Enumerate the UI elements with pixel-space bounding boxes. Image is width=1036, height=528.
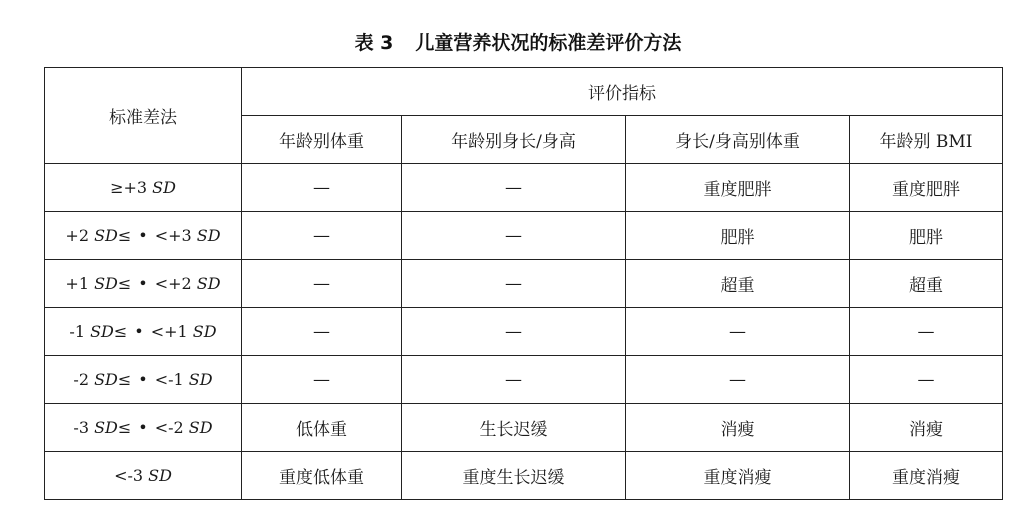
sd-symbol: SD [94, 370, 118, 389]
method-header: 标准差法 [45, 68, 242, 164]
table-cell: 重度消瘦 [626, 452, 850, 500]
table-cell: — [402, 260, 626, 308]
criterion-range: ≤ • <+3 [117, 226, 197, 245]
sd-symbol: SD [192, 322, 217, 341]
column-header: 身长/身高别体重 [626, 116, 850, 164]
table-title [0, 30, 1036, 56]
table-cell: 重度肥胖 [850, 164, 1003, 212]
header-row-1 [45, 68, 1003, 116]
table-cell: — [626, 356, 850, 404]
criterion-prefix: -2 [73, 370, 95, 389]
row-criterion [45, 452, 242, 500]
sd-evaluation-table [44, 67, 1003, 500]
table-cell: — [242, 260, 402, 308]
table-cell: — [242, 212, 402, 260]
criterion-prefix: -3 [73, 418, 95, 437]
sd-symbol: SD [152, 178, 176, 197]
criterion-prefix: <-3 [114, 466, 149, 485]
table-cell: 消瘦 [626, 404, 850, 452]
table-cell: — [242, 164, 402, 212]
table-row [45, 260, 1003, 308]
criterion-prefix: +2 [65, 226, 95, 245]
column-header: 年龄别体重 [242, 116, 402, 164]
row-criterion [45, 404, 242, 452]
sd-symbol: SD [94, 274, 118, 293]
table-cell: 超重 [850, 260, 1003, 308]
table-cell: — [402, 212, 626, 260]
sd-symbol: SD [188, 418, 213, 437]
table-cell: — [402, 308, 626, 356]
sd-symbol: SD [196, 226, 221, 245]
sd-symbol: SD [94, 226, 118, 245]
row-criterion [45, 356, 242, 404]
row-criterion [45, 212, 242, 260]
table-row [45, 164, 1003, 212]
table-cell: — [626, 308, 850, 356]
column-header: 年龄别 BMI [850, 116, 1003, 164]
criterion-range: ≤ • <-2 [117, 418, 189, 437]
table-cell: — [850, 356, 1003, 404]
table-row [45, 212, 1003, 260]
sd-symbol: SD [148, 466, 172, 485]
criterion-prefix: ≥+3 [110, 178, 153, 197]
table-cell: 重度低体重 [242, 452, 402, 500]
row-criterion [45, 164, 242, 212]
sd-symbol: SD [94, 418, 118, 437]
criterion-range: ≤ • <+2 [117, 274, 197, 293]
sd-symbol: SD [196, 274, 221, 293]
sd-symbol: SD [90, 322, 114, 341]
table-cell: — [402, 164, 626, 212]
table-cell: 肥胖 [850, 212, 1003, 260]
table-row [45, 452, 1003, 500]
table-cell: 肥胖 [626, 212, 850, 260]
criterion-prefix: +1 [65, 274, 95, 293]
table-number: 表 3 [354, 32, 394, 54]
table-cell: — [242, 356, 402, 404]
table-cell: — [402, 356, 626, 404]
criterion-range: ≤ • <+1 [113, 322, 193, 341]
table-row [45, 404, 1003, 452]
table-cell: 消瘦 [850, 404, 1003, 452]
table-cell: 生长迟缓 [402, 404, 626, 452]
table-row [45, 308, 1003, 356]
table-cell: 低体重 [242, 404, 402, 452]
row-criterion [45, 308, 242, 356]
row-criterion [45, 260, 242, 308]
column-header: 年龄别身长/身高 [402, 116, 626, 164]
indicator-header: 评价指标 [242, 68, 1003, 116]
table-cell: 超重 [626, 260, 850, 308]
criterion-prefix: -1 [69, 322, 91, 341]
sd-symbol: SD [188, 370, 213, 389]
table-row [45, 356, 1003, 404]
table-cell: — [242, 308, 402, 356]
table-cell: 重度肥胖 [626, 164, 850, 212]
table-title-text: 儿童营养状况的标准差评价方法 [415, 32, 682, 54]
table-cell: 重度生长迟缓 [402, 452, 626, 500]
table-cell: — [850, 308, 1003, 356]
criterion-range: ≤ • <-1 [117, 370, 189, 389]
table-cell: 重度消瘦 [850, 452, 1003, 500]
